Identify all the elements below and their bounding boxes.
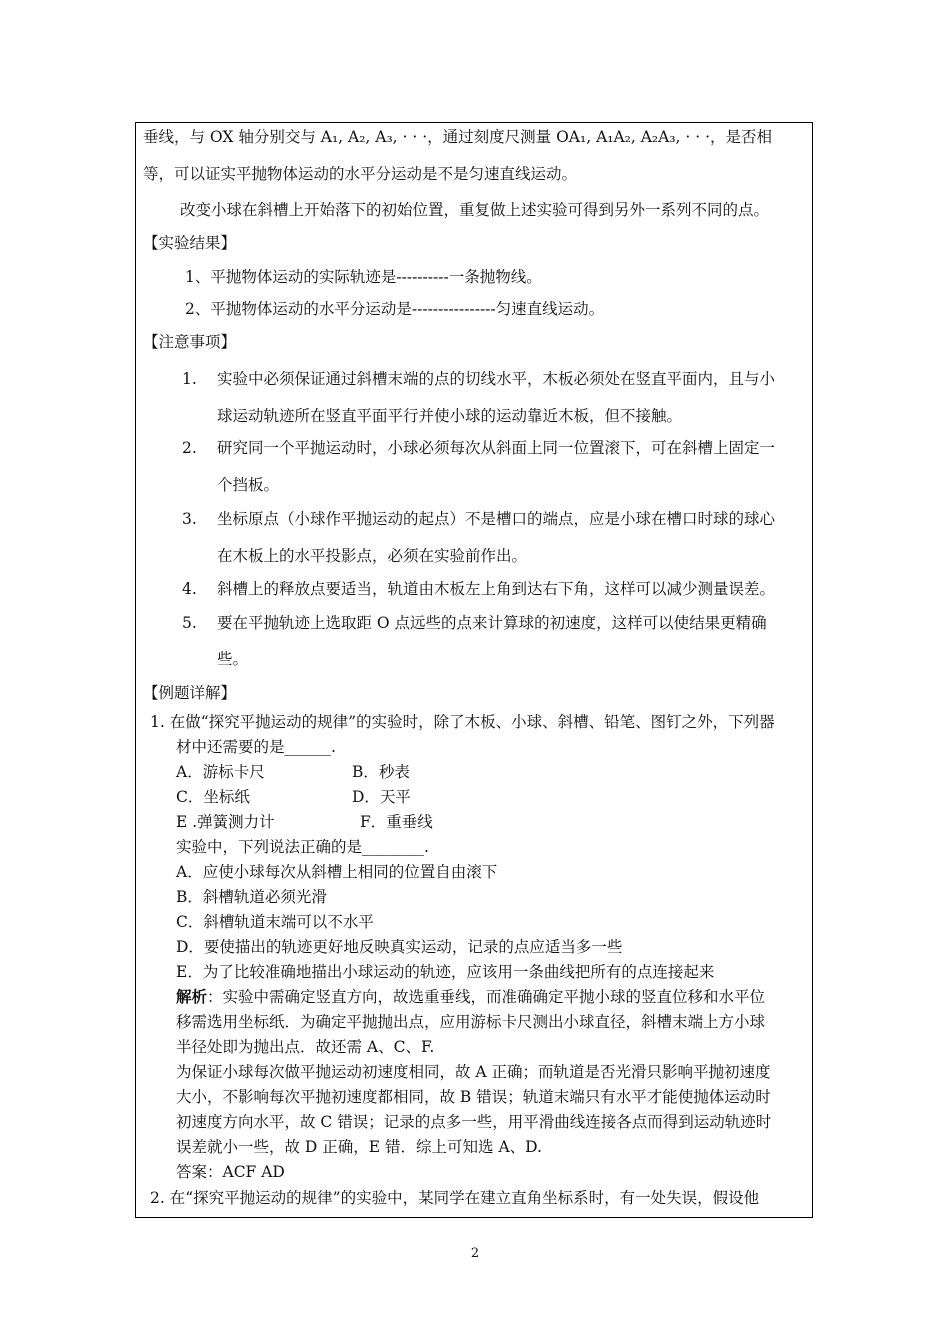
note-number: 1. — [182, 370, 197, 388]
analysis-line-5: 大小，不影响每次平抛初速度都相同，故 B 错误；轨道末端只有水平才能使抛体运动时 — [176, 1088, 771, 1106]
statement-e: E．为了比较准确地描出小球运动的轨迹，应该用一条曲线把所有的点连接起来 — [176, 963, 715, 981]
analysis-label: 解析 — [176, 987, 208, 1006]
intro-line-2: 等，可以证实平抛物体运动的水平分运动是不是匀速直线运动。 — [143, 165, 578, 183]
note-line: 些。 — [217, 650, 249, 668]
sub-question: 实验中，下列说法正确的是________. — [176, 838, 429, 856]
note-number: 4. — [182, 580, 197, 598]
option-f: F．重垂线 — [360, 813, 433, 831]
note-number: 2. — [182, 439, 197, 457]
analysis-line-1 — [176, 986, 765, 1008]
notes-heading: 【注意事项】 — [143, 333, 237, 351]
analysis-line-4: 为保证小球每次做平抛运动初速度相同，故 A 正确；而轨道是否光滑只影响平抛初速度 — [176, 1063, 771, 1081]
note-line: 要在平抛轨迹上选取距 O 点远些的点来计算球的初速度，这样可以使结果更精确 — [217, 614, 767, 632]
analysis-line-3: 半径处即为抛出点．故还需 A、C、F. — [176, 1038, 435, 1056]
analysis-line-6: 初速度方向水平，故 C 错误；记录的点多一些，用平滑曲线连接各点而得到运动轨迹时 — [176, 1113, 772, 1131]
note-number: 3. — [182, 510, 197, 528]
note-line: 球运动轨迹所在竖直平面平行并使小球的运动靠近木板，但不接触。 — [217, 407, 683, 425]
option-a: A．游标卡尺 — [176, 763, 265, 781]
note-line: 个挡板。 — [217, 476, 280, 494]
option-e: E .弹簧测力计 — [176, 813, 275, 831]
statement-b: B．斜槽轨道必须光滑 — [176, 888, 327, 906]
option-d: D．天平 — [352, 788, 411, 806]
question-1-line-1: 1. 在做“探究平抛运动的规律”的实验时，除了木板、小球、斜槽、铅笔、图钉之外，下列器 — [150, 713, 775, 731]
note-number: 5. — [182, 614, 197, 632]
results-heading: 【实验结果】 — [143, 234, 237, 252]
analysis-text: ：实验中需确定竖直方向，故选重垂线，而准确确定平抛小球的竖直位移和水平位 — [207, 988, 766, 1006]
statement-a: A．应使小球每次从斜槽上相同的位置自由滚下 — [176, 863, 498, 881]
note-line: 研究同一个平抛运动时，小球必须每次从斜面上同一位置滚下，可在斜槽上固定一 — [217, 439, 776, 457]
question-1-line-2: 材中还需要的是______. — [176, 738, 336, 756]
result-item-2: 2、平抛物体运动的水平分运动是----------------匀速直线运动。 — [185, 300, 605, 318]
option-c: C．坐标纸 — [176, 788, 250, 806]
note-line: 斜槽上的释放点要适当，轨道由木板左上角到达右下角，这样可以减少测量误差。 — [217, 580, 776, 598]
intro-line-3: 改变小球在斜槽上开始落下的初始位置，重复做上述实验可得到另外一系列不同的点。 — [180, 201, 770, 219]
note-line: 实验中必须保证通过斜槽末端的点的切线水平，木板必须处在竖直平面内，且与小 — [217, 370, 776, 388]
analysis-line-7: 误差就小一些，故 D 正确，E 错．综上可知选 A、D. — [176, 1138, 542, 1156]
option-b: B．秒表 — [352, 763, 410, 781]
statement-d: D．要使描出的轨迹更好地反映真实运动，记录的点应适当多一些 — [176, 938, 623, 956]
analysis-line-2: 移需选用坐标纸．为确定平抛抛出点，应用游标卡尺测出小球直径，斜槽末端上方小球 — [176, 1013, 766, 1031]
examples-heading: 【例题详解】 — [143, 684, 237, 702]
intro-line-1: 垂线，与 OX 轴分别交与 A₁, A₂, A₃, · · ·，通过刻度尺测量 OA₁, A₁A₂, A₂A₃, · · ·，是否相 — [143, 128, 773, 146]
result-item-1: 1、平抛物体运动的实际轨迹是----------一条抛物线。 — [185, 268, 542, 286]
statement-c: C．斜槽轨道末端可以不水平 — [176, 913, 374, 931]
page-number: 2 — [470, 1246, 480, 1261]
question-2-line-1: 2. 在“探究平抛运动的规律”的实验中，某同学在建立直角坐标系时，有一处失误，假设他 — [150, 1189, 760, 1207]
note-line: 在木板上的水平投影点，必须在实验前作出。 — [217, 547, 528, 565]
note-line: 坐标原点（小球作平抛运动的起点）不是槽口的端点，应是小球在槽口时球的球心 — [217, 510, 776, 528]
answer: 答案：ACF AD — [176, 1163, 285, 1181]
